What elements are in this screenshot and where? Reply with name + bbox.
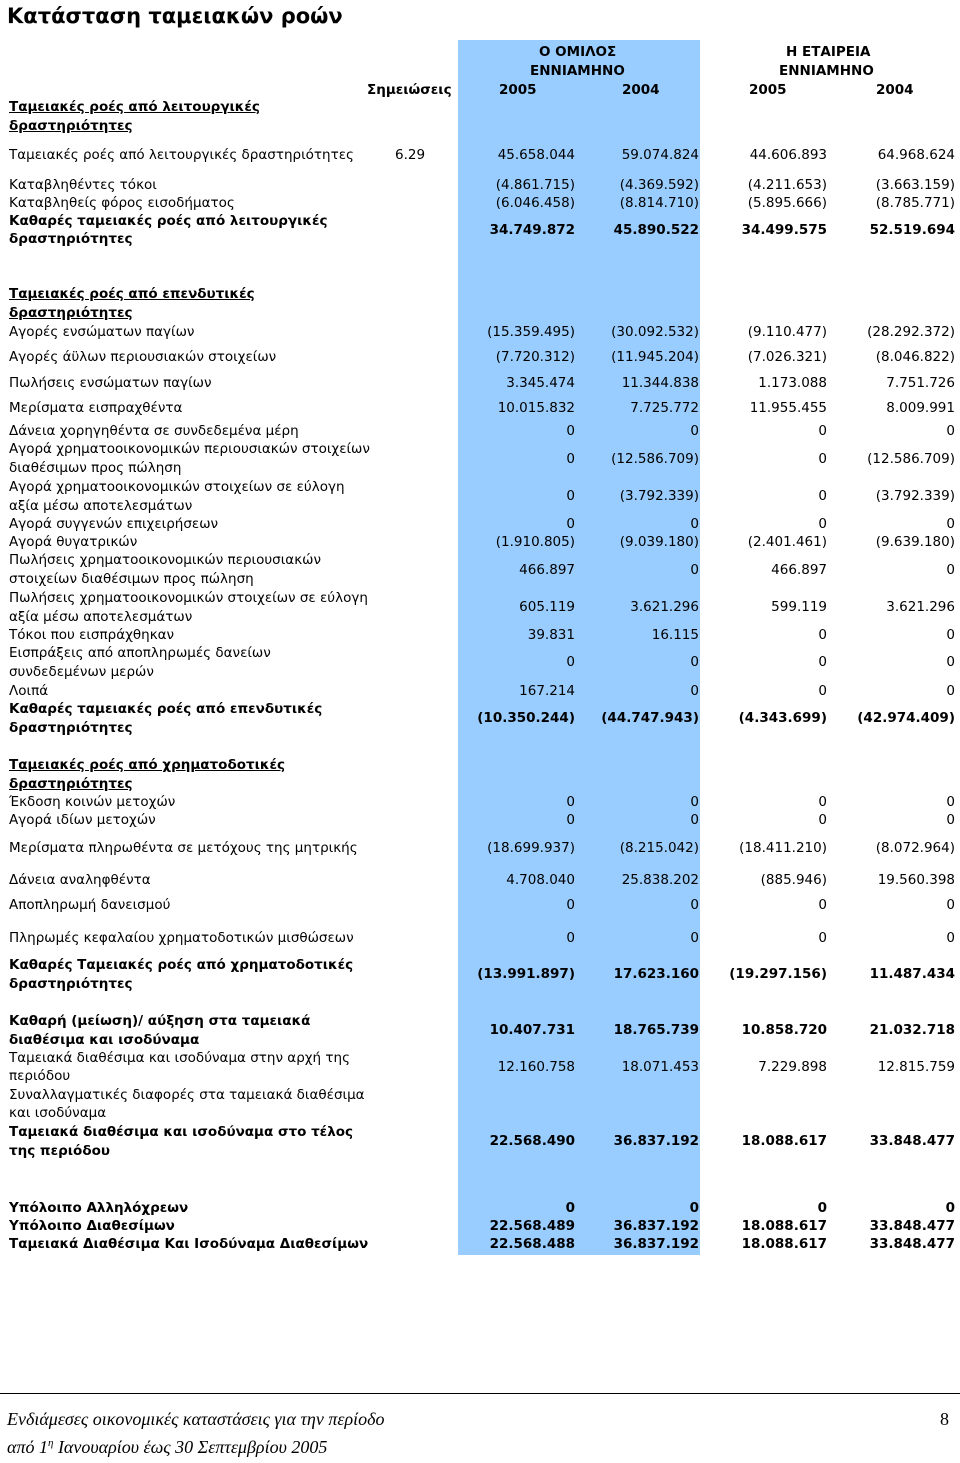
financing-row-0-value-4: 0 [946,794,955,810]
summary-row-1-label: περιόδου [9,1068,71,1084]
investing-heading-line2: δραστηριότητες [9,305,133,321]
summary-row-0-value-3: 10.858.720 [741,1022,827,1038]
investing-row-14-label: Καθαρές ταμειακές ροές από επενδυτικές [9,701,323,717]
operating-row-2-value-4: (8.785.771) [875,195,955,211]
investing-row-14-value-3: (4.343.699) [738,710,827,726]
investing-row-6-value-2: (3.792.339) [619,488,699,504]
operating-row-0-value-2: 59.074.824 [621,147,699,163]
investing-row-4-value-1: 0 [566,423,575,439]
investing-row-9-value-1: 466.897 [519,562,575,578]
summary-row-1-value-3: 7.229.898 [758,1059,827,1075]
investing-row-3-value-3: 11.955.455 [749,400,827,416]
balances-row-1-value-2: 36.837.192 [613,1218,699,1234]
operating-row-3-value-4: 52.519.694 [869,222,955,238]
investing-row-14-value-1: (10.350.244) [477,710,575,726]
investing-row-13-value-2: 0 [690,683,699,699]
operating-row-0-value-1: 45.658.044 [497,147,575,163]
investing-row-13-value-1: 167.214 [519,683,575,699]
balances-row-2-value-4: 33.848.477 [869,1236,955,1252]
operating-row-3-value-2: 45.890.522 [613,222,699,238]
investing-row-5-label: Αγορά χρηματοοικονομικών περιουσιακών στοιχείων [9,441,370,457]
investing-row-11-label: Τόκοι που εισπράχθηκαν [9,627,175,643]
financing-row-6-value-2: 17.623.160 [613,966,699,982]
balances-row-1-value-1: 22.568.489 [489,1218,575,1234]
financing-row-0-value-1: 0 [566,794,575,810]
investing-row-0-value-3: (9.110.477) [747,324,827,340]
summary-row-1-label: Ταμειακά διαθέσιμα και ισοδύναμα στην αρχή της [9,1050,351,1066]
year-company-2005: 2005 [749,82,787,98]
balances-row-2-value-3: 18.088.617 [741,1236,827,1252]
investing-row-9-value-4: 0 [946,562,955,578]
financing-row-5-value-4: 0 [946,930,955,946]
year-group-2004: 2004 [622,82,660,98]
summary-row-1-value-1: 12.160.758 [497,1059,575,1075]
financing-row-6-value-4: 11.487.434 [869,966,955,982]
investing-row-3-value-1: 10.015.832 [497,400,575,416]
investing-row-6-value-3: 0 [818,488,827,504]
company-period: ΕΝΝΙΑΜΗΝΟ [779,63,874,79]
operating-row-3-label: Καθαρές ταμειακές ροές από λειτουργικές [9,213,328,229]
financing-row-5-value-1: 0 [566,930,575,946]
operating-row-0-label: Ταμειακές ροές από λειτουργικές δραστηριότητες [9,147,354,163]
company-header: Η ΕΤΑΙΡΕΙΑ [786,44,871,60]
financing-row-6-label: Καθαρές Ταμειακές ροές από χρηματοδοτικές [9,957,354,973]
balances-row-1-label: Υπόλοιπο Διαθεσίμων [9,1218,175,1234]
balances-row-0-value-1: 0 [565,1200,575,1216]
investing-row-12-label: Εισπράξεις από αποπληρωμές δανείων [9,645,271,661]
operating-row-2-value-3: (5.895.666) [747,195,827,211]
year-group-2005: 2005 [499,82,537,98]
investing-row-14-value-2: (44.747.943) [601,710,699,726]
footer-line1: Ενδιάμεσες οικονομικές καταστάσεις για την περίοδο [7,1409,385,1429]
financing-row-1-value-2: 0 [690,812,699,828]
investing-row-13-value-3: 0 [818,683,827,699]
summary-row-3-value-4: 33.848.477 [869,1133,955,1149]
investing-row-10-value-3: 599.119 [771,599,827,615]
balances-row-0-value-3: 0 [817,1200,827,1216]
financing-row-1-value-1: 0 [566,812,575,828]
summary-row-1-value-2: 18.071.453 [621,1059,699,1075]
operating-row-1-label: Καταβληθέντες τόκοι [9,177,157,193]
financing-row-4-value-4: 0 [946,897,955,913]
financing-row-3-label: Δάνεια αναληφθέντα [9,872,151,888]
operating-heading-line1: Ταμειακές ροές από λειτουργικές [9,99,260,115]
summary-row-2-label: και ισοδύναμα [9,1105,107,1121]
investing-row-12-value-4: 0 [946,654,955,670]
investing-row-5-value-1: 0 [566,451,575,467]
investing-row-2-value-2: 11.344.838 [621,375,699,391]
investing-row-6-label: Αγορά χρηματοοικονομικών στοιχείων σε εύλογη [9,479,345,495]
summary-row-3-label: Ταμειακά διαθέσιμα και ισοδύναμα στο τέλος [9,1124,354,1140]
operating-row-2-value-2: (8.814.710) [619,195,699,211]
financing-row-1-value-4: 0 [946,812,955,828]
investing-row-14-value-4: (42.974.409) [857,710,955,726]
balances-row-2-label: Ταμειακά Διαθέσιμα Και Ισοδύναμα Διαθεσίμων [9,1236,369,1252]
financing-row-1-value-3: 0 [818,812,827,828]
investing-row-7-label: Αγορά συγγενών επιχειρήσεων [9,516,219,532]
investing-row-10-label: αξία μέσω αποτελεσμάτων [9,609,193,625]
footer-suffix: Ιανουαρίου έως 30 Σεπτεμβρίου 2005 [53,1437,328,1457]
investing-row-7-value-1: 0 [566,516,575,532]
financing-heading-line1: Ταμειακές ροές από χρηματοδοτικές [9,757,285,773]
operating-row-1-value-1: (4.861.715) [495,177,575,193]
investing-row-6-label: αξία μέσω αποτελεσμάτων [9,498,193,514]
financing-row-3-value-2: 25.838.202 [621,872,699,888]
investing-row-2-value-4: 7.751.726 [886,375,955,391]
investing-row-8-value-1: (1.910.805) [495,534,575,550]
summary-row-0-label: Καθαρή (μείωση)/ αύξηση στα ταμειακά [9,1013,311,1029]
investing-row-0-value-2: (30.092.532) [611,324,699,340]
notes-header: Σημειώσεις [367,82,452,98]
operating-row-1-value-3: (4.211.653) [747,177,827,193]
investing-row-9-value-2: 0 [690,562,699,578]
financing-row-1-label: Αγορά ιδίων μετοχών [9,812,156,828]
investing-row-6-value-1: 0 [566,488,575,504]
investing-row-4-label: Δάνεια χορηγηθέντα σε συνδεδεμένα μέρη [9,423,299,439]
investing-row-7-value-2: 0 [690,516,699,532]
financing-row-5-label: Πληρωμές κεφαλαίου χρηματοδοτικών μισθώσεων [9,930,354,946]
financing-row-3-value-4: 19.560.398 [877,872,955,888]
footer-prefix: από 1 [7,1437,48,1457]
investing-row-8-value-3: (2.401.461) [747,534,827,550]
summary-row-3-value-2: 36.837.192 [613,1133,699,1149]
operating-heading-line2: δραστηριότητες [9,118,133,134]
operating-row-0-value-4: 64.968.624 [877,147,955,163]
summary-row-3-label: της περιόδου [9,1143,110,1159]
summary-row-0-value-4: 21.032.718 [869,1022,955,1038]
financing-row-6-label: δραστηριότητες [9,976,133,992]
investing-row-10-label: Πωλήσεις χρηματοοικονομικών στοιχείων σε εύλογη [9,590,368,606]
footer-sup: η [47,1437,54,1449]
investing-row-10-value-4: 3.621.296 [886,599,955,615]
investing-row-8-label: Αγορά θυγατρικών [9,534,138,550]
summary-row-1-value-4: 12.815.759 [877,1059,955,1075]
summary-row-0-label: διαθέσιμα και ισοδύναμα [9,1032,200,1048]
investing-row-9-value-3: 466.897 [771,562,827,578]
investing-row-11-value-2: 16.115 [651,627,699,643]
investing-row-10-value-1: 605.119 [519,599,575,615]
financing-row-4-label: Αποπληρωμή δανεισμού [9,897,171,913]
investing-row-1-value-2: (11.945.204) [611,349,699,365]
financing-row-2-value-2: (8.215.042) [619,840,699,856]
financing-row-4-value-1: 0 [566,897,575,913]
financing-row-0-value-3: 0 [818,794,827,810]
balances-row-1-value-4: 33.848.477 [869,1218,955,1234]
financing-row-3-value-1: 4.708.040 [506,872,575,888]
year-company-2004: 2004 [876,82,914,98]
investing-row-13-value-4: 0 [946,683,955,699]
investing-row-3-label: Μερίσματα εισπραχθέντα [9,400,183,416]
investing-row-4-value-3: 0 [818,423,827,439]
financing-heading-line2: δραστηριότητες [9,776,133,792]
investing-row-5-label: διαθέσιμων προς πώληση [9,460,182,476]
footer-line2 [7,1437,327,1458]
investing-row-11-value-3: 0 [818,627,827,643]
investing-row-3-value-2: 7.725.772 [630,400,699,416]
investing-row-12-value-2: 0 [690,654,699,670]
footer-rule [0,1393,960,1394]
investing-row-5-value-2: (12.586.709) [611,451,699,467]
investing-heading-line1: Ταμειακές ροές από επενδυτικές [9,286,255,302]
investing-row-12-value-3: 0 [818,654,827,670]
financing-row-2-value-4: (8.072.964) [875,840,955,856]
summary-row-3-value-3: 18.088.617 [741,1133,827,1149]
balances-row-2-value-2: 36.837.192 [613,1236,699,1252]
investing-row-12-label: συνδεδεμένων μερών [9,664,154,680]
investing-row-8-value-2: (9.039.180) [619,534,699,550]
summary-row-3-value-1: 22.568.490 [489,1133,575,1149]
financing-row-5-value-3: 0 [818,930,827,946]
investing-row-0-value-1: (15.359.495) [487,324,575,340]
operating-row-1-value-2: (4.369.592) [619,177,699,193]
investing-row-10-value-2: 3.621.296 [630,599,699,615]
page-number: 8 [940,1409,949,1429]
financing-row-5-value-2: 0 [690,930,699,946]
investing-row-2-value-1: 3.345.474 [506,375,575,391]
investing-row-11-value-1: 39.831 [527,627,575,643]
operating-row-3-value-3: 34.499.575 [741,222,827,238]
financing-row-3-value-3: (885.946) [760,872,827,888]
balances-row-2-value-1: 22.568.488 [489,1236,575,1252]
investing-row-3-value-4: 8.009.991 [886,400,955,416]
operating-row-0-note: 6.29 [395,147,426,163]
investing-row-5-value-3: 0 [818,451,827,467]
investing-row-1-value-4: (8.046.822) [875,349,955,365]
balances-row-1-value-3: 18.088.617 [741,1218,827,1234]
investing-row-1-label: Αγορές άϋλων περιουσιακών στοιχείων [9,349,277,365]
financing-row-0-value-2: 0 [690,794,699,810]
investing-row-4-value-2: 0 [690,423,699,439]
investing-row-1-value-3: (7.026.321) [747,349,827,365]
investing-row-0-value-4: (28.292.372) [867,324,955,340]
investing-row-5-value-4: (12.586.709) [867,451,955,467]
balances-row-0-value-2: 0 [689,1200,699,1216]
operating-row-3-label: δραστηριότητες [9,231,133,247]
investing-row-11-value-4: 0 [946,627,955,643]
group-period: ΕΝΝΙΑΜΗΝΟ [530,63,625,79]
investing-row-8-value-4: (9.639.180) [875,534,955,550]
financing-row-4-value-3: 0 [818,897,827,913]
investing-row-9-label: Πωλήσεις χρηματοοικονομικών περιουσιακών [9,552,321,568]
financing-row-2-label: Μερίσματα πληρωθέντα σε μετόχους της μητρικής [9,840,358,856]
investing-row-7-value-3: 0 [818,516,827,532]
financing-row-4-value-2: 0 [690,897,699,913]
operating-row-0-value-3: 44.606.893 [749,147,827,163]
investing-row-2-value-3: 1.173.088 [758,375,827,391]
financing-row-2-value-1: (18.699.937) [487,840,575,856]
investing-row-4-value-4: 0 [946,423,955,439]
investing-row-6-value-4: (3.792.339) [875,488,955,504]
balances-row-0-label: Υπόλοιπο Αλληλόχρεων [9,1200,189,1216]
operating-row-2-value-1: (6.046.458) [495,195,575,211]
balances-row-0-value-4: 0 [945,1200,955,1216]
operating-row-1-value-4: (3.663.159) [875,177,955,193]
investing-row-13-label: Λοιπά [9,683,49,699]
investing-row-12-value-1: 0 [566,654,575,670]
investing-row-1-value-1: (7.720.312) [495,349,575,365]
financing-row-2-value-3: (18.411.210) [739,840,827,856]
summary-row-0-value-1: 10.407.731 [489,1022,575,1038]
financing-row-6-value-3: (19.297.156) [729,966,827,982]
operating-row-2-label: Καταβληθείς φόρος εισοδήματος [9,195,235,211]
financing-row-6-value-1: (13.991.897) [477,966,575,982]
summary-row-2-label: Συναλλαγματικές διαφορές στα ταμειακά διαθέσιμα [9,1087,365,1103]
financing-row-0-label: Έκδοση κοινών μετοχών [9,794,176,810]
investing-row-7-value-4: 0 [946,516,955,532]
summary-row-0-value-2: 18.765.739 [613,1022,699,1038]
operating-row-3-value-1: 34.749.872 [489,222,575,238]
group-header: Ο ΟΜΙΛΟΣ [539,44,617,60]
investing-row-9-label: στοιχείων διαθέσιμων προς πώληση [9,571,254,587]
investing-row-2-label: Πωλήσεις ενσώματων παγίων [9,375,212,391]
page-title: Κατάσταση ταμειακών ροών [7,4,343,28]
investing-row-14-label: δραστηριότητες [9,720,133,736]
investing-row-0-label: Αγορές ενσώματων παγίων [9,324,195,340]
